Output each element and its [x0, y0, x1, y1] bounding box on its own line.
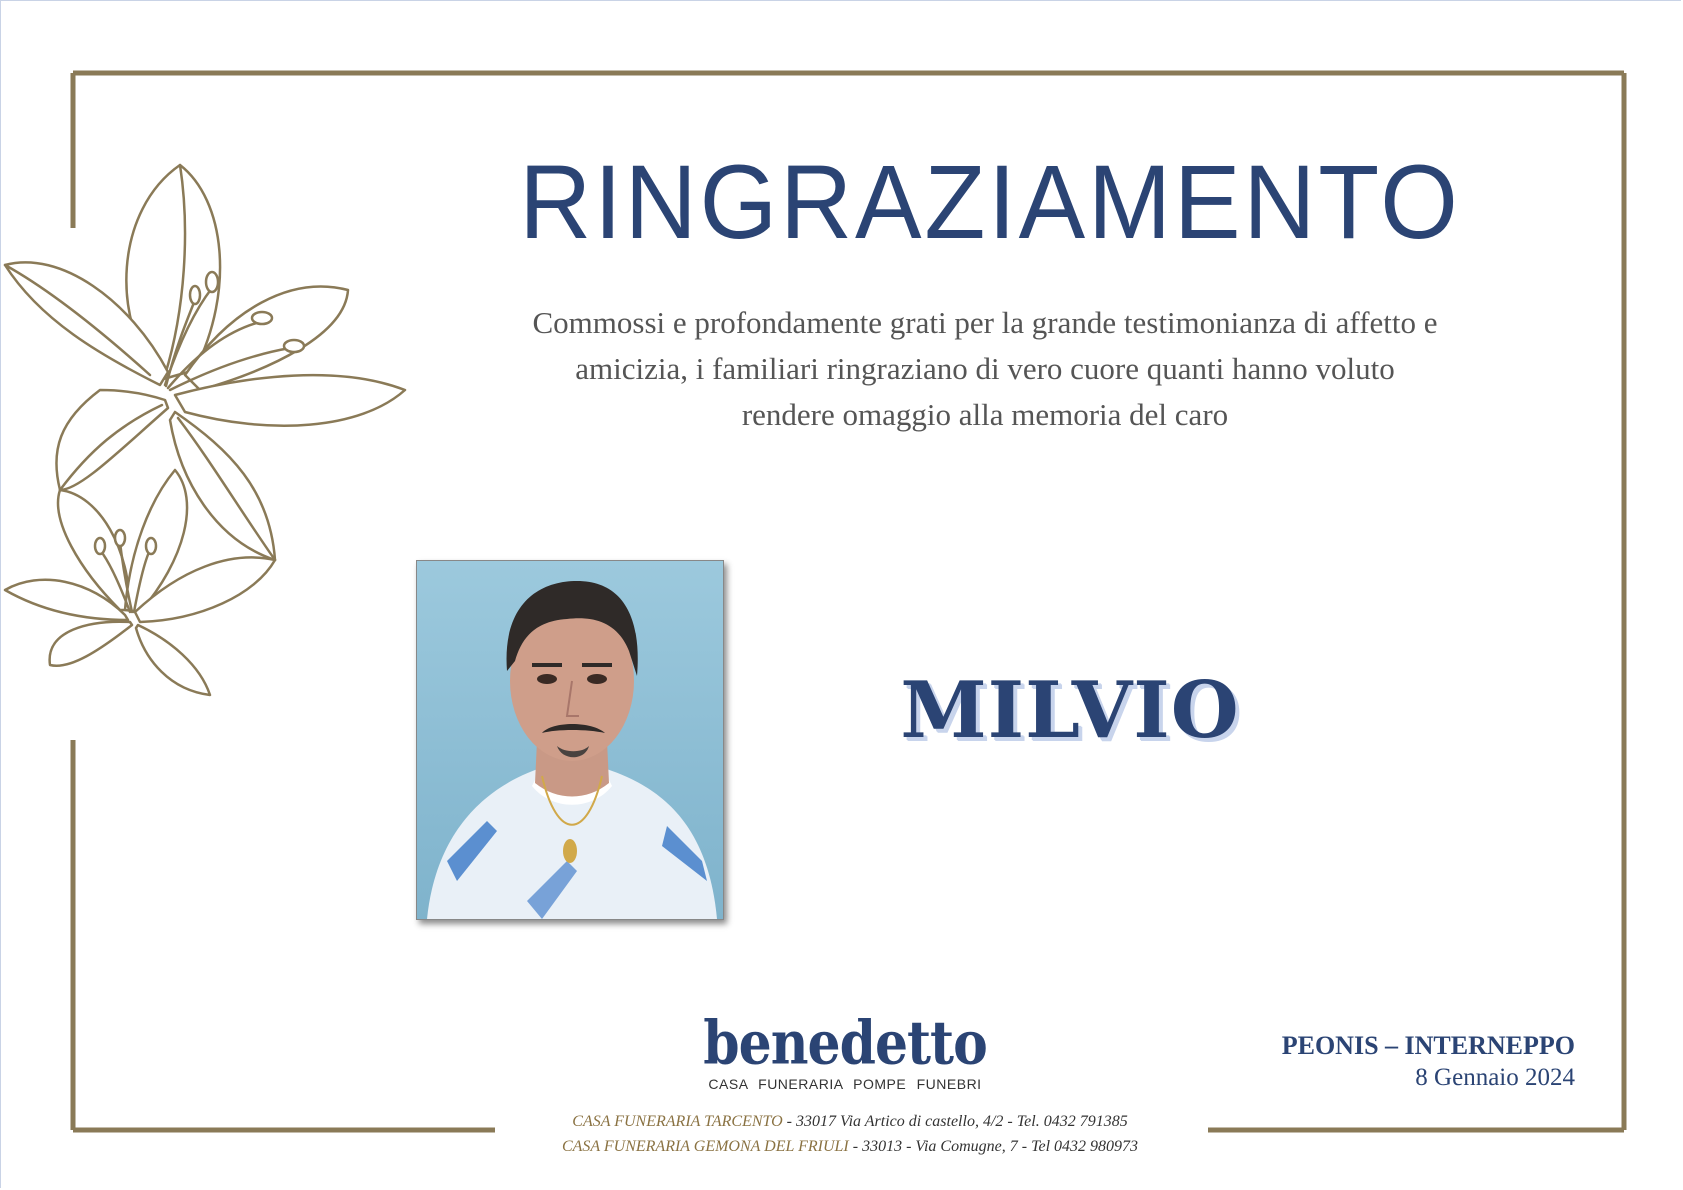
- lily-flowers-illustration: [0, 150, 430, 740]
- thank-you-message: [440, 300, 1530, 438]
- address-line: [500, 1134, 1200, 1159]
- deceased-name: MILVIO: [900, 665, 1240, 756]
- portrait-illustration: [417, 561, 723, 919]
- message-line: amicizia, i familiari ringraziano di vero cuore quanti hanno voluto: [575, 351, 1395, 386]
- logo-brand: benedetto: [703, 1008, 987, 1079]
- message-line: rendere omaggio alla memoria del caro: [741, 397, 1229, 432]
- address-details: - 33013 - Via Comugne, 7 - Tel 0432 980973: [848, 1138, 1139, 1155]
- address-line: [500, 1109, 1200, 1134]
- message-line: Commossi e profondamente grati per la grande testimonianza di affetto e: [532, 305, 1438, 340]
- addresses: [500, 1109, 1200, 1159]
- address-firm: CASA FUNERARIA TARCENTO: [572, 1113, 783, 1130]
- portrait-photo: [416, 560, 724, 920]
- card-date: 8 Gennaio 2024: [1415, 1064, 1575, 1091]
- address-details: - 33017 Via Artico di castello, 4/2 - Tel. 0432 791385: [782, 1113, 1128, 1130]
- address-firm: CASA FUNERARIA GEMONA DEL FRIULI: [561, 1138, 849, 1155]
- card-title: RINGRAZIAMENTO: [519, 144, 1461, 261]
- logo-tagline: CASA FUNERARIA POMPE FUNEBRI: [708, 1076, 982, 1092]
- funeral-home-logo: [700, 1008, 990, 1092]
- location-date: [1190, 1030, 1575, 1094]
- location-place: PEONIS – INTERNEPPO: [1281, 1031, 1575, 1060]
